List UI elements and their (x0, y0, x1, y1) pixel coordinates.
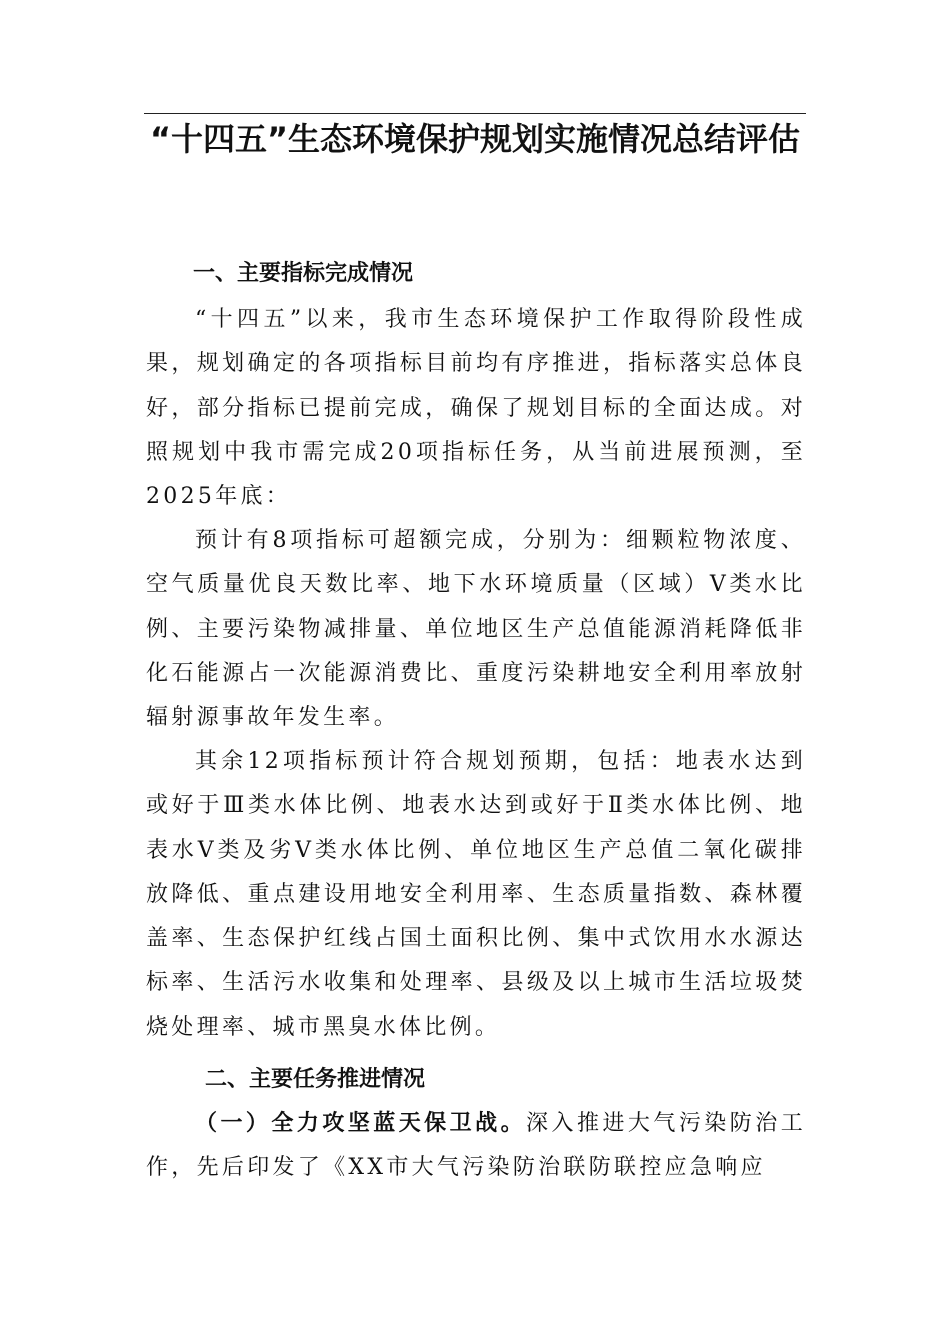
paragraph-blue-sky-task (146, 1101, 806, 1191)
paragraph-overview: “十四五”以来，我市生态环境保护工作取得阶段性成果，规划确定的各项指标目前均有序推进，指标落实总体良好，部分指标已提前完成，确保了规划目标的全面达成。对照规划中我市需完成20项指标任务，从当前进展预测，至2025年底： (146, 307, 806, 510)
task-body-text: 深入推进大气污染防治工作，先后印发了《XX市大气污染防治联防联控应急响应 (146, 1111, 806, 1181)
paragraph-on-track-indicators: 其余12项指标预计符合规划预期，包括：地表水达到或好于Ⅲ类水体比例、地表水达到或好于Ⅱ类水体比例、地表水Ⅴ类及劣Ⅴ类水体比例、单位地区生产总值二氧化碳排放降低、重点建设用地安全利用率、生态质量指数、森林覆盖率、生态保护红线占国土面积比例、集中式饮用水水源达标率、生活污水收集和处理率、县级及以上城市生活垃圾焚烧处理率、城市黑臭水体比例。 (146, 749, 806, 1040)
task-lead-title: （一）全力攻坚蓝天保卫战。 (195, 1110, 527, 1136)
paragraph-exceeded-indicators: 预计有8项指标可超额完成，分别为：细颗粒物浓度、空气质量优良天数比率、地下水环境质量（区域）Ⅴ类水比例、主要污染物减排量、单位地区生产总值能源消耗降低非化石能源占一次能源消费比、重度污染耕地安全利用率放射辐射源事故年发生率。 (146, 528, 806, 731)
section-heading-tasks: 二、主要任务推进情况 (205, 1067, 426, 1092)
top-rule (144, 113, 806, 114)
section-heading-indicators: 一、主要指标完成情况 (193, 261, 414, 286)
document-title: “十四五”生态环境保护规划实施情况总结评估 (149, 120, 801, 158)
